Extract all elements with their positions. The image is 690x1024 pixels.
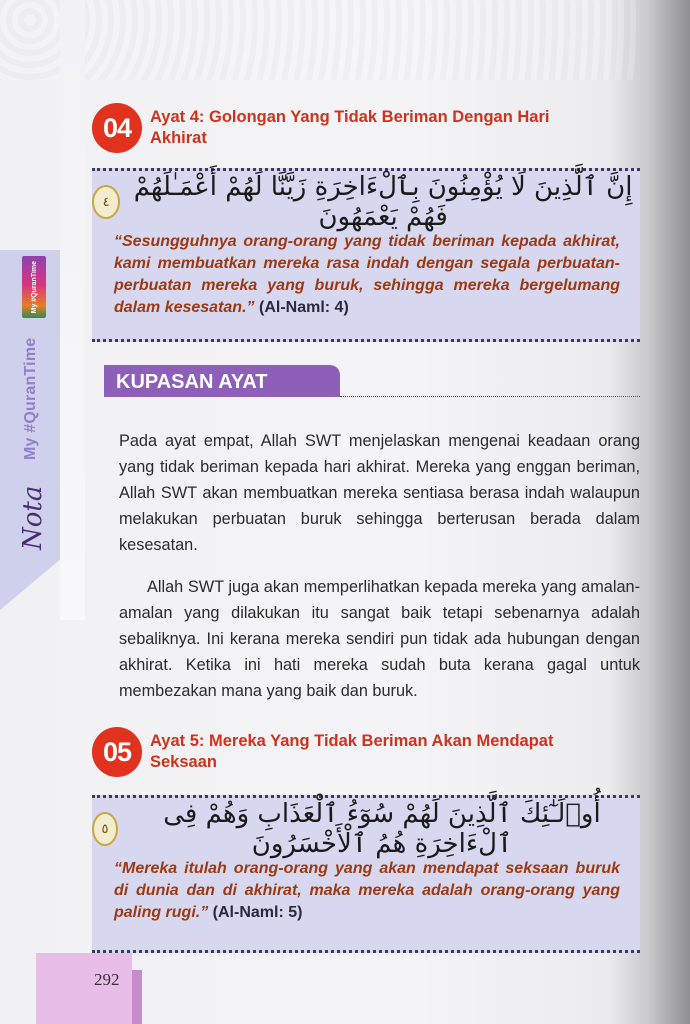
verse-box-4 xyxy=(92,168,640,342)
arabic-text: أُو۟لَـٰٓئِكَ ٱلَّذِينَ لَهُمْ سُوٓءُ ٱلْعَذَابِ وَهُمْ فِى ٱلْءَاخِرَةِ هُمُ ٱلْأَخْسَرُونَ xyxy=(163,799,601,859)
paragraph-1: Pada ayat empat, Allah SWT menjelaskan mengenai keadaan orang yang tidak beriman kepada hari akhirat. Mereka yang enggan beriman, Allah SWT akan membuatkan mereka sentiasa berasa indah walaupun melakukan perbuatan buruk sehingga berterusan berada dalam kesesatan. xyxy=(119,432,640,554)
translation-text: “Sesungguhnya orang-orang yang tidak beriman kepada akhirat, kami membuatkan mereka rasa indah dengan segala perbuatan-perbuatan mereka yang buruk, sehingga mereka bergelumang dalam kesesatan.” xyxy=(114,233,620,316)
commentary-body xyxy=(119,428,640,704)
verse-translation xyxy=(114,231,620,319)
section-4-header xyxy=(92,103,560,153)
kupasan-heading xyxy=(104,365,640,399)
section-number-badge: 05 xyxy=(92,727,142,777)
arabic-verse xyxy=(92,172,640,232)
ribbon-script-label: Nota xyxy=(18,485,48,550)
ayah-marker-icon: ٥ xyxy=(92,812,118,846)
ribbon-title: My #QuranTime xyxy=(22,337,39,460)
section-title: Ayat 5: Mereka Yang Tidak Beriman Akan Mendapat Seksaan xyxy=(150,732,554,771)
translation-text: “Mereka itulah orang-orang yang akan mendapat seksaan buruk di dunia dan di akhirat, maka mereka adalah orang-orang yang paling rugi.” xyxy=(114,860,620,921)
page-number-tab-edge xyxy=(132,970,142,1024)
brand-logo-icon: My #QuranTime xyxy=(22,256,46,318)
section-number-badge: 04 xyxy=(92,103,142,153)
arabic-text: إِنَّ ٱلَّذِينَ لَا يُؤْمِنُونَ بِٱلْءَاخِرَةِ زَيَّنَّا لَهُمْ أَعْمَـٰلَهُمْ فَهُمْ يَعْمَهُونَ xyxy=(133,172,633,232)
heading-divider xyxy=(340,396,640,397)
margin-strip xyxy=(60,0,85,620)
page-number: 292 xyxy=(94,970,120,989)
section-5-header xyxy=(92,727,620,777)
kupasan-tab: KUPASAN AYAT xyxy=(104,365,340,397)
arabic-verse xyxy=(92,799,640,859)
section-title: Ayat 4: Golongan Yang Tidak Beriman Dengan Hari Akhirat xyxy=(150,108,550,147)
ayah-marker-icon: ٤ xyxy=(92,185,120,219)
page-texture xyxy=(0,0,640,80)
verse-translation xyxy=(114,858,620,924)
verse-reference: (Al-Naml: 5) xyxy=(212,904,303,921)
verse-box-5 xyxy=(92,795,640,953)
paragraph-2: Allah SWT juga akan memperlihatkan kepada mereka yang amalan-amalan yang dilakukan itu sangat baik tetapi sebenarnya adalah sebaliknya. Ini kerana mereka sendiri pun tidak ada hubungan dengan akhirat. Ketika ini hati mereka sudah buta kerana gagal untuk membezakan mana yang baik dan buruk. xyxy=(119,578,640,700)
verse-reference: (Al-Naml: 4) xyxy=(258,299,349,316)
